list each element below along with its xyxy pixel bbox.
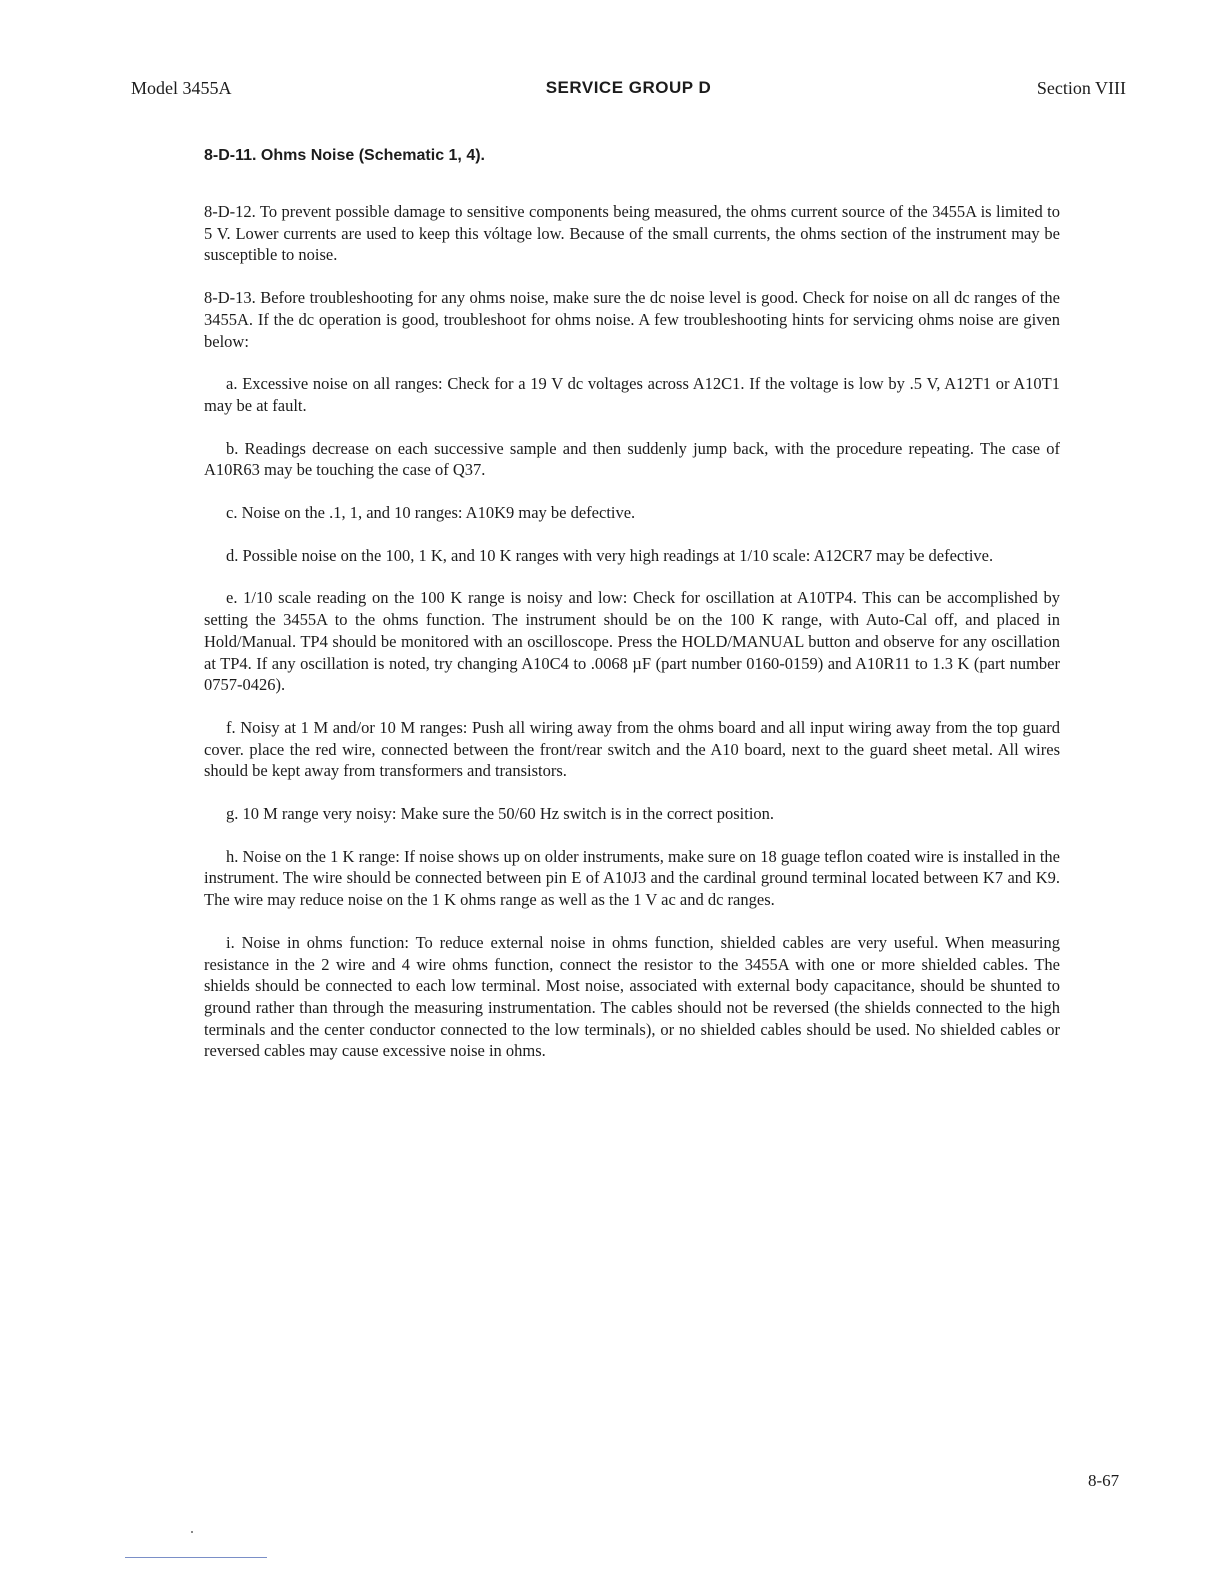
- list-item-f: [204, 717, 1060, 782]
- list-item-text: Possible noise on the 100, 1 K, and 10 K ranges with very high readings at 1/10 scale: A12CR7 may be defective.: [242, 545, 994, 565]
- list-item-a: [204, 373, 1060, 416]
- paragraph-8-d-13: 8-D-13. Before troubleshooting for any ohms noise, make sure the dc noise level is good. Check for noise on all dc ranges of the 3455A. If the dc operation is good, troubleshoot for ohms noise. A few troubleshooting hints for servicing ohms noise are given below:: [204, 288, 1060, 351]
- list-item-label: i.: [226, 932, 235, 952]
- header-section: Section VIII: [1036, 78, 1126, 98]
- list-item-e: [204, 587, 1060, 696]
- paragraph-8-d-12: 8-D-12. To prevent possible damage to sensitive components being measured, the ohms current source of the 3455A is limited to 5 V. Lower currents are used to keep this vóltage low. Because of the small currents, the ohms section of the instrument may be susceptible to noise.: [204, 202, 1060, 265]
- section-heading: 8-D-11. Ohms Noise (Schematic 1, 4).: [204, 147, 485, 164]
- list-item-text: Excessive noise on all ranges: Check for a 19 V dc voltages across A12C1. If the voltage is low by .5 V, A12T1 or A10T1 may be at fault.: [204, 374, 1061, 415]
- list-item-g: [204, 803, 1060, 825]
- page-number: 8-67: [1088, 1471, 1120, 1490]
- list-item-c: [204, 502, 1060, 524]
- list-item-h: [204, 846, 1060, 911]
- list-item-b: [204, 438, 1060, 481]
- list-item-d: [204, 545, 1060, 567]
- scan-mark: [191, 1531, 193, 1533]
- list-item-text: Readings decrease on each successive sample and then suddenly jump back, with the procedure repeating. The case of A10R63 may be touching the case of Q37.: [204, 438, 1061, 480]
- list-item-i: [204, 932, 1060, 1062]
- list-item-label: a.: [226, 374, 238, 394]
- page-header: [131, 78, 1126, 102]
- footer-rule: [125, 1557, 267, 1558]
- list-item-text: 1/10 scale reading on the 100 K range is noisy and low: Check for oscillation at A10TP4. This can be accomplished by setting the 3455A to the ohms function. The instrument should be on the 100 K range, with Auto-Cal off, and placed in Hold/Manual. TP4 should be monitored with an oscilloscope. Press the HOLD/MANUAL button and observe for any oscillation at TP4. If any oscillation is noted, try changing A10C4 to .0068 µF (part number 0160-0159) and A10R11 to 1.3 K (part number 0757-0426).: [204, 588, 1060, 695]
- list-item-label: d.: [226, 545, 239, 565]
- list-item-label: b.: [226, 438, 239, 458]
- list-item-label: g.: [226, 804, 239, 824]
- header-service-group: SERVICE GROUP D: [545, 78, 712, 97]
- list-item-text: Noise on the 1 K range: If noise shows up on older instruments, make sure on 18 guage teflon coated wire is installed in the instrument. The wire should be connected between pin E of A10J3 and the cardinal ground terminal located between K7 and K9. The wire may reduce noise on the 1 K ohms range as well as the 1 V ac and dc ranges.: [204, 846, 1061, 910]
- list-item-text: Noise on the .1, 1, and 10 ranges: A10K9 may be defective.: [241, 503, 636, 523]
- list-item-label: c.: [226, 503, 238, 523]
- list-item-label: e.: [226, 588, 238, 608]
- list-item-text: 10 M range very noisy: Make sure the 50/60 Hz switch is in the correct position.: [242, 804, 775, 824]
- page-body: [204, 201, 1060, 1083]
- list-item-label: h.: [226, 846, 239, 866]
- list-item-text: Noisy at 1 M and/or 10 M ranges: Push all wiring away from the ohms board and all input wiring away from the top guard cover. place the red wire, connected between the front/rear switch and the A10 board, next to the guard sheet metal. All wires should be kept away from transformers and transistors.: [204, 717, 1061, 781]
- header-model: Model 3455A: [131, 78, 232, 98]
- list-item-label: f.: [226, 717, 236, 737]
- list-item-text: Noise in ohms function: To reduce external noise in ohms function, shielded cables are very useful. When measuring resistance in the 2 wire and 4 wire ohms function, connect the resistor to the 3455A with one or more shielded cables. The shields should be connected to each low terminal. Most noise, associated with external body capacitance, should be shunted to ground rather than through the measuring instrumentation. The cables should not be reversed (the shields connected to the high terminals and the center conductor connected to the low terminals), or no shielded cables should be used. No shielded cables or reversed cables may cause excessive noise in ohms.: [204, 932, 1060, 1061]
